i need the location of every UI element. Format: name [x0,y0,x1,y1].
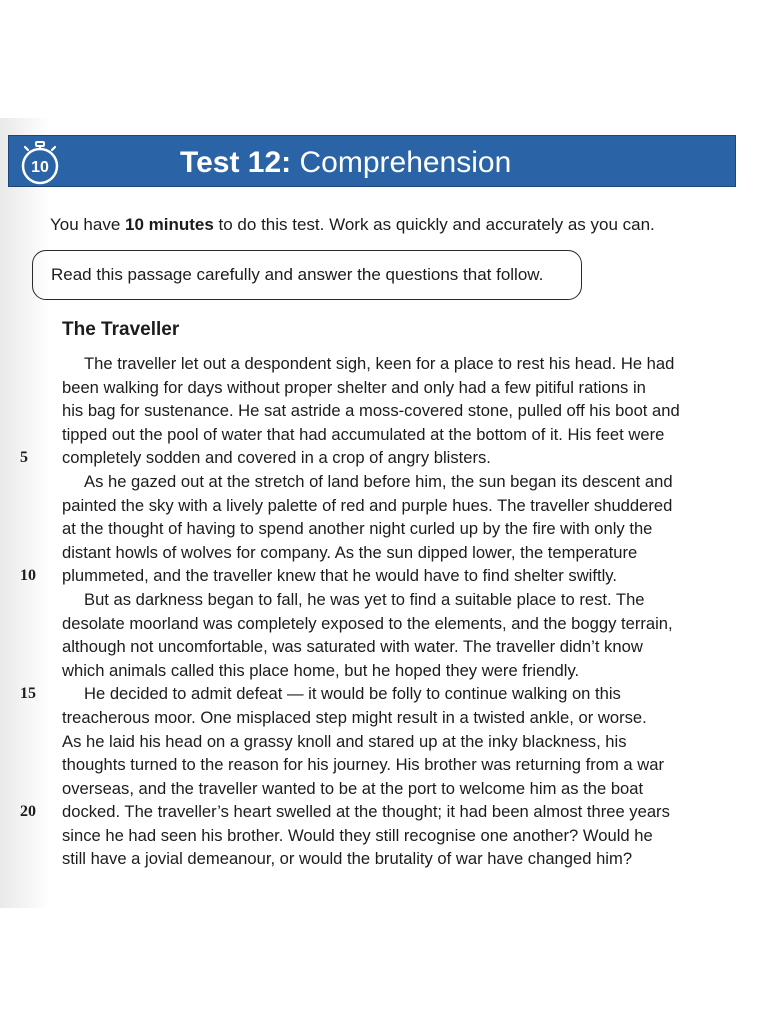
passage-line-text: As he gazed out at the stretch of land before him, the sun began its descent and [84,471,673,491]
read-instructions-box [32,250,582,300]
passage-title: The Traveller [62,319,180,340]
line-number: 10 [20,567,36,585]
passage-line-text: treacherous moor. One misplaced step might result in a twisted ankle, or worse. [62,707,647,727]
passage-line-text: docked. The traveller’s heart swelled at the thought; it had been almost three years [62,802,670,822]
line-number: 15 [20,685,36,703]
passage-line-text: He decided to admit defeat — it would be folly to continue walking on this [84,684,621,704]
line-number: 20 [20,803,36,821]
passage-line-text: But as darkness began to fall, he was yet to find a suitable place to rest. The [84,589,645,609]
instructions-prefix: You have [50,215,125,234]
passage-line-text: thoughts turned to the reason for his journey. His brother was returning from a war [62,755,664,775]
passage-body [20,352,742,871]
passage-line [62,847,742,871]
passage-line-text: been walking for days without proper shelter and only had a few pitiful rations in [62,377,646,397]
passage-line [62,635,742,659]
passage-line [20,446,742,470]
passage-line-text: tipped out the pool of water that had accumulated at the bottom of it. His feet were [62,424,665,444]
passage-line-text: which animals called this place home, but he hoped they were friendly. [62,660,580,680]
passage-line-text: distant howls of wolves for company. As the sun dipped lower, the temperature [62,542,638,562]
passage-line [62,612,742,636]
passage-line-text: As he laid his head on a grassy knoll and stared up at the inky blackness, his [62,731,627,751]
passage-line [62,517,742,541]
passage-line [62,824,742,848]
passage-line [62,352,742,376]
timer-number: 10 [31,159,49,176]
passage-line [62,376,742,400]
passage-line-text: plummeted, and the traveller knew that he would have to find shelter swiftly. [62,566,617,586]
passage-line-text: completely sodden and covered in a crop of angry blisters. [62,448,491,468]
passage-line-text: still have a jovial demeanour, or would the brutality of war have changed him? [62,849,633,869]
page-edge-shadow [0,118,50,908]
passage-line-text: although not uncomfortable, was saturated with water. The traveller didn’t know [62,637,643,657]
passage-line-text: since he had seen his brother. Would they still recognise one another? Would he [62,825,653,845]
read-instructions-text: Read this passage carefully and answer the questions that follow. [51,265,544,284]
page-title [180,145,511,181]
passage-line [62,659,742,683]
line-number: 5 [20,449,28,467]
passage-line [62,541,742,565]
passage-line [62,753,742,777]
title-test-number: Test 12: [180,146,292,179]
passage-line-text: overseas, and the traveller wanted to be at the port to welcome him as the boat [62,778,644,798]
passage-line-text: painted the sky with a lively palette of red and purple hues. The traveller shuddered [62,495,673,515]
passage-line [20,564,742,588]
instructions-suffix: to do this test. Work as quickly and accurately as you can. [213,215,655,234]
title-subject: Comprehension [291,146,512,179]
passage-line [62,423,742,447]
passage-line [20,682,742,706]
passage-line-text: at the thought of having to spend another night curled up by the fire with only the [62,519,653,539]
passage-line [62,706,742,730]
passage-line [62,588,742,612]
passage-line-text: his bag for sustenance. He sat astride a moss-covered stone, pulled off his boot and [62,401,680,421]
passage-line [62,730,742,754]
stopwatch-icon [18,141,62,185]
passage-line-text: The traveller let out a despondent sigh, keen for a place to rest his head. He had [84,354,675,373]
test-instructions [50,214,655,236]
passage-line [20,800,742,824]
passage-line [62,470,742,494]
passage-line-text: desolate moorland was completely exposed to the elements, and the boggy terrain, [62,613,673,633]
instructions-time: 10 minutes [125,215,214,234]
passage-line [62,399,742,423]
passage-line [62,777,742,801]
passage-line [62,494,742,518]
